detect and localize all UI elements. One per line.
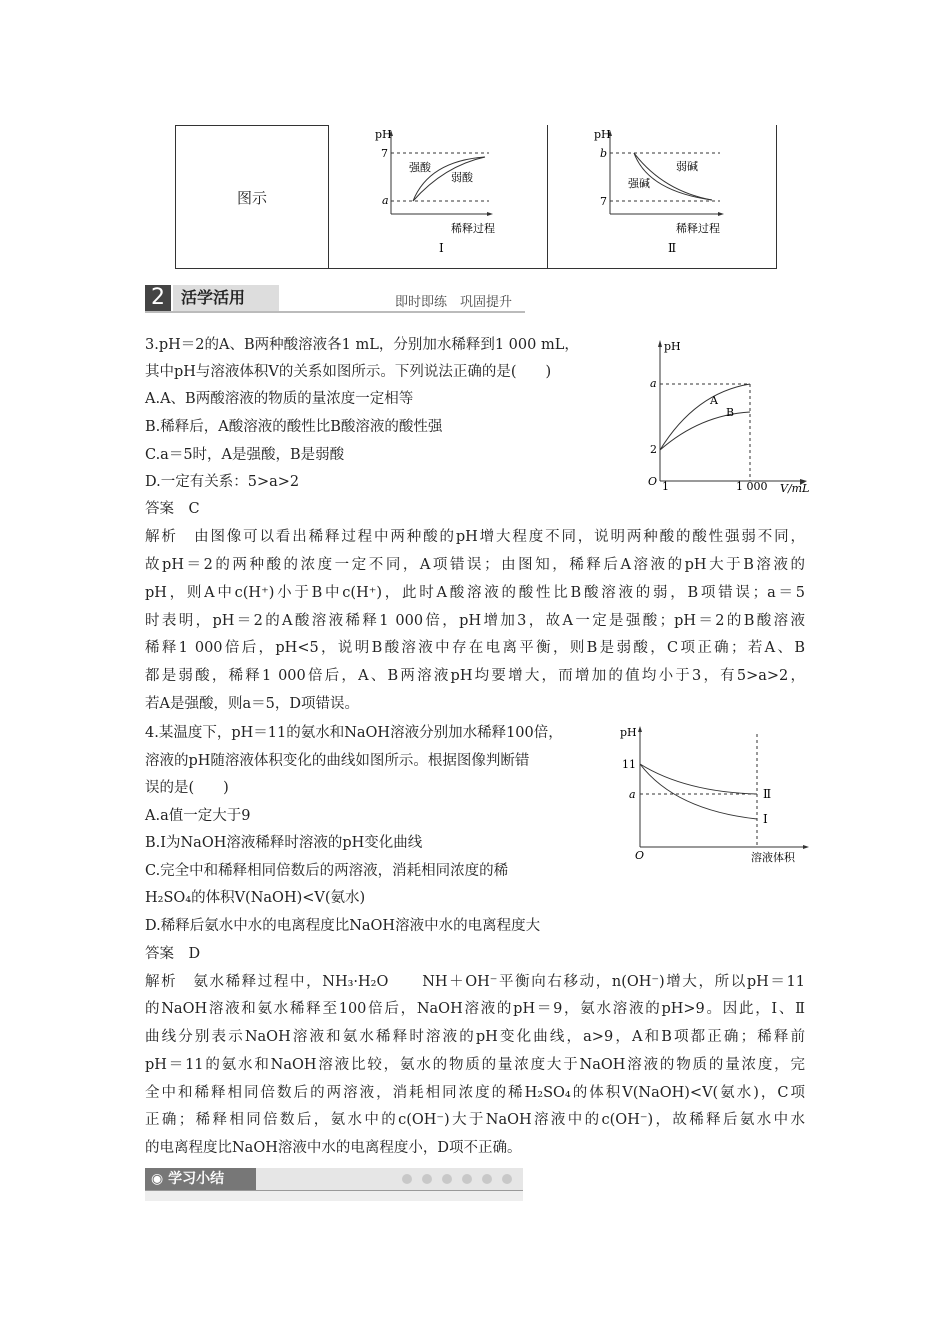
curve-i <box>640 764 757 819</box>
q3-line: 3.pH＝2的A、B两种酸溶液各1 mL，分别加水稀释到1 000 mL， <box>145 337 579 353</box>
summary-header <box>145 1168 523 1200</box>
origin-label: O <box>635 849 645 862</box>
weak-acid-label: 弱酸 <box>451 171 473 184</box>
q3-analysis-line: 故pH＝2的两种酸的浓度一定不同，A项错误；由图知，稀释后A溶液的pH大于B溶液的 <box>145 557 805 573</box>
q4-analysis-line: 的NaOH溶液和氨水稀释至100倍后，NaOH溶液的pH＝9，氨水溶液的pH>9。因此，Ⅰ、Ⅱ <box>145 1001 805 1017</box>
q4-analysis-line: 的电离程度比NaOH溶液中水的电离程度小，D项不正确。 <box>145 1140 522 1156</box>
curve-a-label: A <box>710 394 718 407</box>
decoration-dot <box>402 1174 412 1184</box>
q3-option-d: D.一定有关系：5>a>2 <box>145 474 300 490</box>
q3-analysis-line: 都是弱酸，稀释1 000倍后，A、B两溶液pH均要增大，而增加的值均小于3，有5>a>2， <box>145 668 805 684</box>
row-label: 图示 <box>176 126 329 269</box>
y-axis-label: pH <box>594 128 611 141</box>
curve-i-label: Ⅰ <box>763 812 768 826</box>
q3-answer: 答案 C <box>145 501 200 517</box>
q4-option-d: D.稀释后氨水中水的电离程度比NaOH溶液中水的电离程度大 <box>145 918 541 934</box>
section-header <box>145 285 525 313</box>
q4-answer: 答案 D <box>145 946 201 962</box>
curve-ii-label: Ⅱ <box>763 787 772 801</box>
q4-figure <box>615 722 815 870</box>
q3-analysis-line: 解析 由图像可以看出稀释过程中两种酸的pH增大程度不同，说明两种酸的酸性强弱不同， <box>145 529 805 545</box>
q3-option-a: A.A、B两酸溶液的物质的量浓度一定相等 <box>145 391 414 407</box>
q4-analysis-line: 全中和稀释相同倍数后的两溶液，消耗相同浓度的稀H₂SO₄的体积V(NaOH)<V(氨水)，C项 <box>145 1085 805 1101</box>
q4-analysis-line: pH＝11的氨水和NaOH溶液比较，氨水的物质的量浓度大于NaOH溶液的物质的量浓度，完 <box>145 1057 805 1073</box>
strong-acid-label: 强酸 <box>409 161 431 174</box>
x-tick-1: 1 <box>662 480 669 493</box>
comparison-table <box>175 125 777 269</box>
decoration-dot <box>462 1174 472 1184</box>
strong-base-label: 强碱 <box>628 177 650 190</box>
figure-caption: Ⅰ <box>439 241 444 255</box>
q4-line: 溶液的pH随溶液体积变化的曲线如图所示。根据图像判断错 <box>145 753 530 769</box>
decoration-dot <box>502 1174 512 1184</box>
y-axis-label: pH <box>375 128 392 141</box>
q4-analysis-line: 解析 氨水稀释过程中，NH₃·H₂O NH＋OH⁻平衡向右移动，n(OH⁻)增大，所以pH＝11 <box>145 974 805 990</box>
figure-acid-dilution <box>329 126 548 269</box>
q4-analysis-line: 曲线分别表示NaOH溶液和氨水稀释时溶液的pH变化曲线，a>9，A和B项都正确；稀释前 <box>145 1029 805 1045</box>
q3-analysis-line: 稀释1 000倍后，pH<5，说明B酸溶液中存在电离平衡，则B是弱酸，C项正确；若A、B <box>145 640 805 656</box>
summary-bar-shadow <box>145 1191 523 1201</box>
decoration-dot <box>422 1174 432 1184</box>
q4-option-c: C.完全中和稀释相同倍数后的两溶液，消耗相同浓度的稀 <box>145 863 509 879</box>
x-axis-label: 稀释过程 <box>451 222 495 235</box>
section-title: 活学活用 <box>173 285 279 311</box>
q3-analysis-line: 时表明，pH＝2的A酸溶液稀释1 000倍，pH增加3，故A一定是强酸；pH＝2的B酸溶液 <box>145 613 805 629</box>
q4-line: 4.某温度下，pH＝11的氨水和NaOH溶液分别加水稀释100倍， <box>145 725 563 741</box>
q4-option-c-cont: H₂SO₄的体积V(NaOH)<V(氨水) <box>145 890 366 906</box>
y-tick-a: a <box>650 377 657 390</box>
q4-line: 误的是( ) <box>145 780 229 796</box>
y-tick-a: a <box>629 788 636 801</box>
q3-option-b: B.稀释后，A酸溶液的酸性比B酸溶液的酸性强 <box>145 419 443 435</box>
x-tick-1000: 1 000 <box>736 480 768 493</box>
y-tick-a: a <box>382 194 389 207</box>
curve-b-label: B <box>726 406 735 419</box>
q4-option-b: B.Ⅰ为NaOH溶液稀释时溶液的pH变化曲线 <box>145 835 423 851</box>
x-axis-label: V/mL <box>780 482 810 495</box>
q3-figure <box>640 335 820 500</box>
x-axis-label: 稀释过程 <box>676 222 720 235</box>
y-tick-11: 11 <box>622 758 636 771</box>
y-tick-2: 2 <box>650 443 657 456</box>
figure-caption: Ⅱ <box>668 241 677 255</box>
weak-base-label: 弱碱 <box>676 160 698 173</box>
q4-analysis-line: 正确；稀释相同倍数后，氨水中的c(OH⁻)大于NaOH溶液中的c(OH⁻)，故稀释后氨水中水 <box>145 1112 805 1128</box>
curve-ii <box>640 764 757 794</box>
decoration-dot <box>482 1174 492 1184</box>
y-tick-7: 7 <box>381 147 388 160</box>
y-axis-label: pH <box>620 726 637 739</box>
table-row <box>176 126 777 269</box>
y-tick-b: b <box>600 147 608 160</box>
curve-a <box>660 384 750 450</box>
section-subtitle: 即时即练 巩固提升 <box>395 295 513 310</box>
figure-base-dilution <box>548 126 777 269</box>
y-axis-label: pH <box>664 340 681 353</box>
decoration-dot <box>442 1174 452 1184</box>
origin-label: O <box>648 475 658 488</box>
section-number: 2 <box>145 285 171 311</box>
q3-option-c: C.a＝5时，A是强酸，B是弱酸 <box>145 447 345 463</box>
y-tick-7: 7 <box>600 195 607 208</box>
x-axis-label: 溶液体积 <box>751 851 795 864</box>
q3-analysis-line: pH，则A中c(H⁺)小于B中c(H⁺)，此时A酸溶液的酸性比B酸溶液的弱，B项错误；a＝5 <box>145 585 805 601</box>
q4-option-a: A.a值一定大于9 <box>145 808 251 824</box>
q3-analysis-line: 若A是强酸，则a＝5，D项错误。 <box>145 696 359 712</box>
summary-title: ◉ 学习小结 <box>145 1168 256 1190</box>
q3-line: 其中pH与溶液体积V的关系如图所示。下列说法正确的是( ) <box>145 364 552 380</box>
